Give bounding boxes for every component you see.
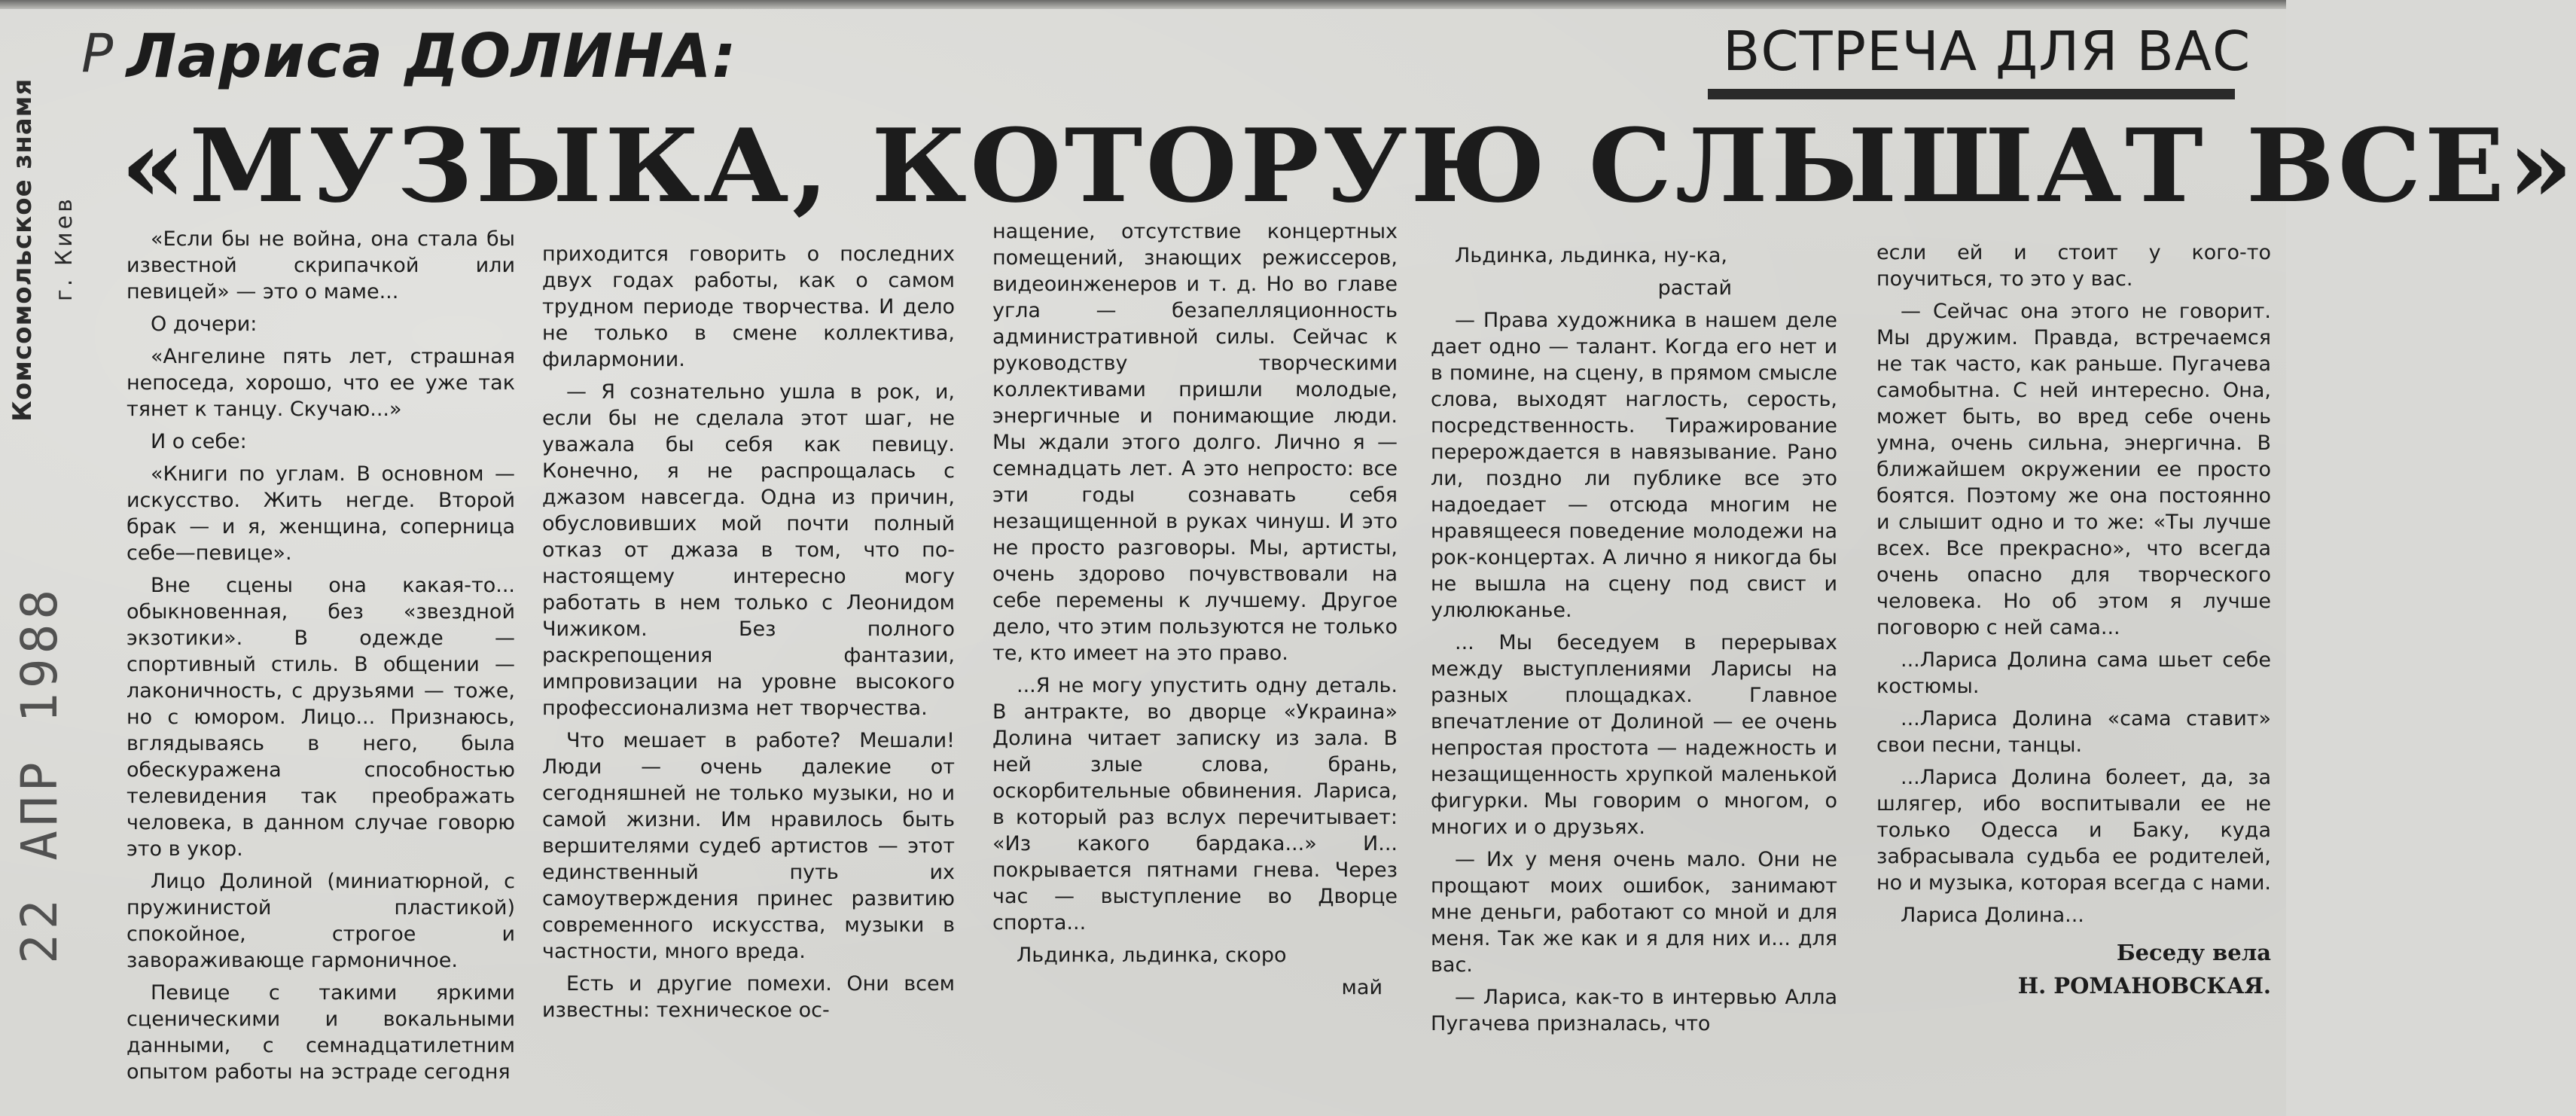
paragraph: приходится говорить о последних двух годах работы, как о самом трудном периоде творчества. И дело не только в смене коллектива, филармонии. (542, 242, 955, 371)
rubric-underline (1708, 89, 2235, 99)
paragraph: О дочери: (151, 313, 258, 336)
paragraph: ...Лариса Долина болеет, да, за шлягер, ибо воспитывали ее не только Одесса и Баку, куда забрасывала судьба ее родителей, но и музыка, которая всегда с нами. (1876, 766, 2271, 895)
paragraph: — Сейчас она этого не говорит. Мы дружим. Правда, встречаемся не так часто, как раньше. Пугачева самобытна. С ней интересно. Она, может быть, во вред себе очень умна, очень сильна, энергична. В ближайшем окружении ее просто боятся. Поэтому же она постоянно и слышит одно и то же: «Ты лучше всех. Все прекрасно», что всегда очень опасно для творческого человека. Но об этом я лучше поговорю с ней сама... (1876, 300, 2271, 639)
stamp-date: 22 АПР 1988 (11, 584, 69, 964)
article-headline: «МУЗЫКА, КОТОРУЮ СЛЫШАТ ВСЕ» (120, 106, 2576, 225)
paragraph: Есть и другие помехи. Они всем известны: техническое ос- (542, 972, 955, 1022)
paragraph: Что мешает в работе? Мешали! Люди — очень далекие от сегодняшней не только музыки, но и самой жизни. Им нравилось быть вершителями судеб артистов — этот единственный путь их самоутверждения принес развитию современного искусства, музыки в частности, много вреда. (542, 729, 955, 963)
paragraph: — Лариса, как-то в интервью Алла Пугачева призналась, что (1431, 986, 1837, 1035)
article-column-2 (542, 241, 955, 1029)
article-column-3 (992, 218, 1398, 1007)
stamp-publication: Комсомольское знамя (8, 78, 38, 422)
paragraph: нащение, отсутствие концертных помещений, знающих режиссеров, видеоинженеров и т. д. Но во главе угла — безапелляционность административной силы. Сейчас к руководству творческими коллективами пришли молодые, энергичные и понимающие люди. Мы ждали этого долго. Лично я — семнадцать лет. А это непросто: все эти годы сознавать себя незащищенной в руках чинуш. И это не просто разговоры. Мы, артисты, очень здорово почувствовали на себе перемены к лучшему. Другое дело, что этим пользуются не только те, кто имеет на это право. (992, 220, 1398, 665)
paragraph: ...Я не могу упустить одну деталь. В антракте, во дворце «Украина» Долина читает записку из зала. В ней злые слова, брань, оскорбительные обвинения. Лариса, в который раз вслух перечитывает: «Из какого бардака...» И... покрывается пятнами гнева. Через час — выступление во Дворце спорта... (992, 674, 1398, 935)
byline-author: Н. РОМАНОВСКАЯ. (2017, 973, 2271, 999)
archive-stamp (8, 23, 98, 1099)
paragraph: Певице с такими яркими сценическими и вокальными данными, с семнадцатилетним опытом работы на эстраде сегодня (127, 981, 515, 1084)
paragraph: И о себе: (151, 430, 247, 453)
paragraph: — Их у меня очень мало. Они не прощают моих ошибок, занимают мне деньги, работают со мной и для меня. Так же как и я для них и... для вас. (1431, 848, 1837, 977)
paragraph: ... Мы беседуем в перерывах между выступлениями Ларисы на разных площадках. Главное впечатление от Долиной — ее очень непростая простота — надежность и незащищенность хрупкой маленькой фигурки. Мы говорим о многом, о многих и о друзьях. (1431, 631, 1837, 839)
paragraph: Вне сцены она какая-то... обыкновенная, без «звездной экзотики». В одежде — спортивный стиль. В общении — лаконичность, с друзьями — тоже, но с юмором. Лицо... Признаюсь, вглядываясь в него, была обескуражена способностью телевидения так преображать человека, в данном случае говорю это в укор. (127, 574, 515, 861)
byline-label: Беседу вела (2116, 940, 2271, 965)
paragraph: Лариса Долина... (1901, 904, 2084, 927)
article-column-4 (1431, 242, 1837, 1043)
stamp-city: г. Киев (51, 196, 78, 301)
paragraph: Лицо Долиной (миниатюрной, с пружинистой пластикой) спокойное, строгое и завораживающе гармоничное. (127, 870, 515, 972)
paragraph: «Если бы не война, она стала бы известной скрипачкой или певицей» — это о маме... (127, 227, 515, 303)
handwritten-mark: Р (81, 23, 114, 84)
paragraph: — Права художника в нашем деле дает одно — талант. Когда его нет и в помине, на сцену, в прямом смысле слова, выходят наглость, серость, посредственность. Тиражирование перерождается в навязывание. Рано ли, поздно ли публике все это надоедает — отсюда многим не нравящееся поведение молодежи на рок-концертах. А лично я никогда бы не вышла на сцену под свист и улюлюканье. (1431, 309, 1837, 622)
torn-top-edge (0, 0, 2286, 9)
section-rubric: ВСТРЕЧА ДЛЯ ВАС (1723, 20, 2251, 83)
paragraph: если ей и стоит у кого-то поучиться, то это у вас. (1876, 241, 2271, 291)
paragraph: «Книги по углам. В основном — искусство. Жить негде. Второй брак — и я, женщина, соперница себе—певице». (127, 462, 515, 565)
paragraph: — Я сознательно ушла в рок, и, если бы не сделала этот шаг, не уважала бы себя как певицу. Конечно, я не распрощалась с джазом навсегда. Одна из причин, обусловивших мой почти полный отказ от джаза в том, что по-настоящему интересно могу работать в нем только с Леонидом Чижиком. Без полного раскрепощения фантазии, импровизации на уровне высокого профессионализма нет творчества. (542, 380, 955, 720)
article-column-1 (127, 226, 515, 1091)
song-lyric-line: Льдинка, льдинка, ну-ка, (1455, 244, 1727, 267)
article-kicker: Лариса ДОЛИНА: (127, 21, 737, 91)
song-lyric-line: Льдинка, льдинка, скоро (1017, 944, 1287, 967)
paragraph: «Ангелине пять лет, страшная непоседа, хорошо, что ее уже так тянет к танцу. Скучаю...» (127, 345, 515, 421)
song-lyric-line: май (1341, 976, 1383, 999)
paragraph: ...Лариса Долина «сама ставит» свои песни, танцы. (1876, 707, 2271, 757)
song-lyric-line: растай (1657, 276, 1732, 300)
article-column-5 (1876, 239, 2271, 1005)
paragraph: ...Лариса Долина сама шьет себе костюмы. (1876, 648, 2271, 698)
